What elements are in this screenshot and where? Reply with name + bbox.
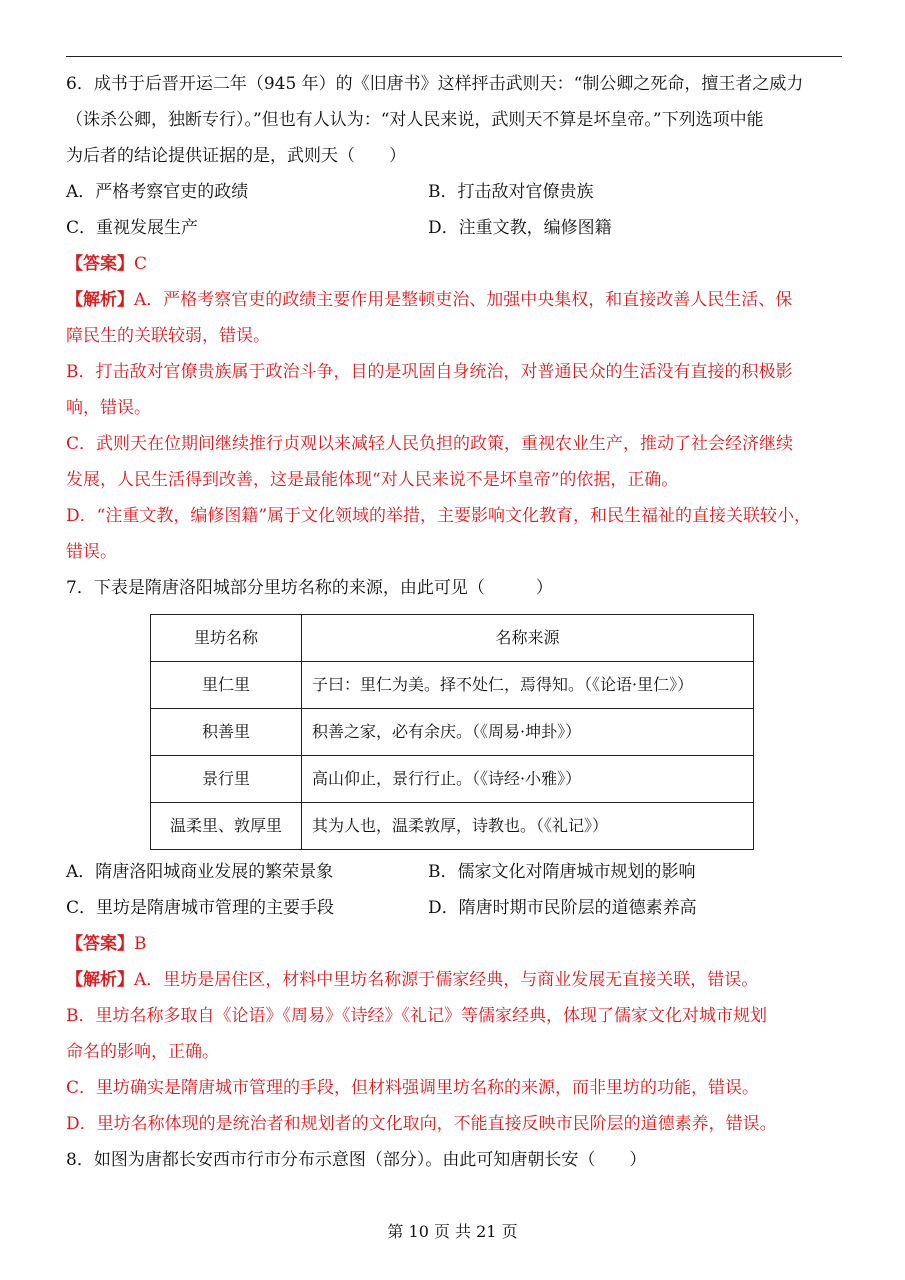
q6-analysis-line-3: B．打击敌对官僚贵族属于政治斗争，目的是巩固自身统治，对普通民众的生活没有直接的积极影	[66, 362, 793, 382]
q6-analysis-line-1	[66, 282, 842, 318]
q6-analysis-line-8: 错误。	[66, 542, 117, 562]
q6-analysis-line-2: 障民生的关联较弱，错误。	[66, 326, 270, 346]
q7-analysis-line-5: D．里坊名称体现的是统治者和规划者的文化取向，不能直接反映市民阶层的道德素养，错误。	[66, 1114, 777, 1134]
q7-stem: 7．下表是隋唐洛阳城部分里坊名称的来源，由此可见（ ）	[66, 578, 553, 598]
q7-answer	[66, 926, 842, 962]
q6-option-a: A．严格考察官吏的政绩	[66, 182, 249, 202]
q7-answer-tag: 【答案】	[66, 934, 134, 954]
q6-option-d: D．注重文教，编修图籍	[428, 218, 612, 238]
top-rule	[66, 56, 842, 57]
table-cell-source: 高山仰止，景行行止。（《诗经·小雅》）	[302, 756, 754, 803]
page-content	[66, 66, 842, 1178]
table-cell-source: 子曰：里仁为美。择不处仁，焉得知。（《论语·里仁》）	[302, 662, 754, 709]
q6-analysis-line-6: 发展，人民生活得到改善，这是最能体现“对人民来说不是坏皇帝”的依据，正确。	[66, 470, 679, 490]
q7-analysis-line-1	[66, 962, 842, 998]
q6-answer-tag: 【答案】	[66, 254, 134, 274]
q6-answer	[66, 246, 842, 282]
question-7	[66, 570, 842, 1142]
q6-analysis-line-5: C．武则天在位期间继续推行贞观以来减轻人民负担的政策，重视农业生产，推动了社会经济继续	[66, 434, 794, 454]
q6-stem-line-3: 为后者的结论提供证据的是，武则天（ ）	[66, 146, 406, 166]
table-header-name: 里坊名称	[151, 615, 302, 662]
table-cell-name: 景行里	[151, 756, 302, 803]
q7-option-c: C．里坊是隋唐城市管理的主要手段	[66, 898, 335, 918]
q7-option-d: D．隋唐时期市民阶层的道德素养高	[428, 898, 697, 918]
question-6	[66, 66, 842, 570]
q6-analysis-text-1: A．严格考察官吏的政绩主要作用是整顿吏治、加强中央集权，和直接改善人民生活、保	[134, 290, 793, 310]
q7-analysis-text-1: A．里坊是居住区，材料中里坊名称源于儒家经典，与商业发展无直接关联，错误。	[134, 970, 759, 990]
table-cell-name: 里仁里	[151, 662, 302, 709]
q7-analysis-tag: 【解析】	[66, 970, 134, 990]
q7-analysis-line-3: 命名的影响，正确。	[66, 1042, 219, 1062]
q6-stem-line-2: （诛杀公卿，独断专行）。”但也有人认为：“对人民来说，武则天不算是坏皇帝。”下列选项中能	[66, 110, 764, 130]
table-row	[151, 709, 754, 756]
q6-analysis-tag: 【解析】	[66, 290, 134, 310]
q6-stem-line-1: 6．成书于后晋开运二年（945 年）的《旧唐书》这样抨击武则天：“制公卿之死命，擅王者之威力	[66, 74, 804, 94]
q7-options-row-1	[66, 854, 842, 890]
table-row	[151, 662, 754, 709]
q6-answer-value: C	[134, 254, 148, 274]
page-footer: 第 10 页 共 21 页	[387, 1222, 518, 1241]
q7-analysis-line-2: B．里坊名称多取自《论语》《周易》《诗经》《礼记》等儒家经典，体现了儒家文化对城市规划	[66, 1006, 767, 1026]
table-header-row	[151, 615, 754, 662]
q6-analysis-line-7: D．“注重文教，编修图籍”属于文化领域的举措，主要影响文化教育，和民生福祉的直接关联较小，	[66, 506, 812, 526]
q6-analysis-line-4: 响，错误。	[66, 398, 151, 418]
table-cell-source: 其为人也，温柔敦厚，诗教也。（《礼记》）	[302, 803, 754, 850]
q7-option-b: B．儒家文化对隋唐城市规划的影响	[428, 862, 696, 882]
table-header-source: 名称来源	[302, 615, 754, 662]
q7-source-table	[150, 614, 754, 850]
q7-analysis-line-4: C．里坊确实是隋唐城市管理的手段，但材料强调里坊名称的来源，而非里坊的功能，错误。	[66, 1078, 760, 1098]
q7-answer-value: B	[134, 934, 147, 954]
question-8	[66, 1142, 842, 1178]
q8-stem: 8．如图为唐都长安西市行市分布示意图（部分）。由此可知唐朝长安（ ）	[66, 1150, 647, 1170]
table-cell-name: 积善里	[151, 709, 302, 756]
q7-options-row-2	[66, 890, 842, 926]
q6-options-row-1	[66, 174, 842, 210]
table-row	[151, 803, 754, 850]
q6-options-row-2	[66, 210, 842, 246]
table-row	[151, 756, 754, 803]
q7-option-a: A．隋唐洛阳城商业发展的繁荣景象	[66, 862, 334, 882]
q6-option-b: B．打击敌对官僚贵族	[428, 182, 594, 202]
table-cell-name: 温柔里、敦厚里	[151, 803, 302, 850]
table-cell-source: 积善之家，必有余庆。（《周易·坤卦》）	[302, 709, 754, 756]
q6-option-c: C．重视发展生产	[66, 218, 199, 238]
